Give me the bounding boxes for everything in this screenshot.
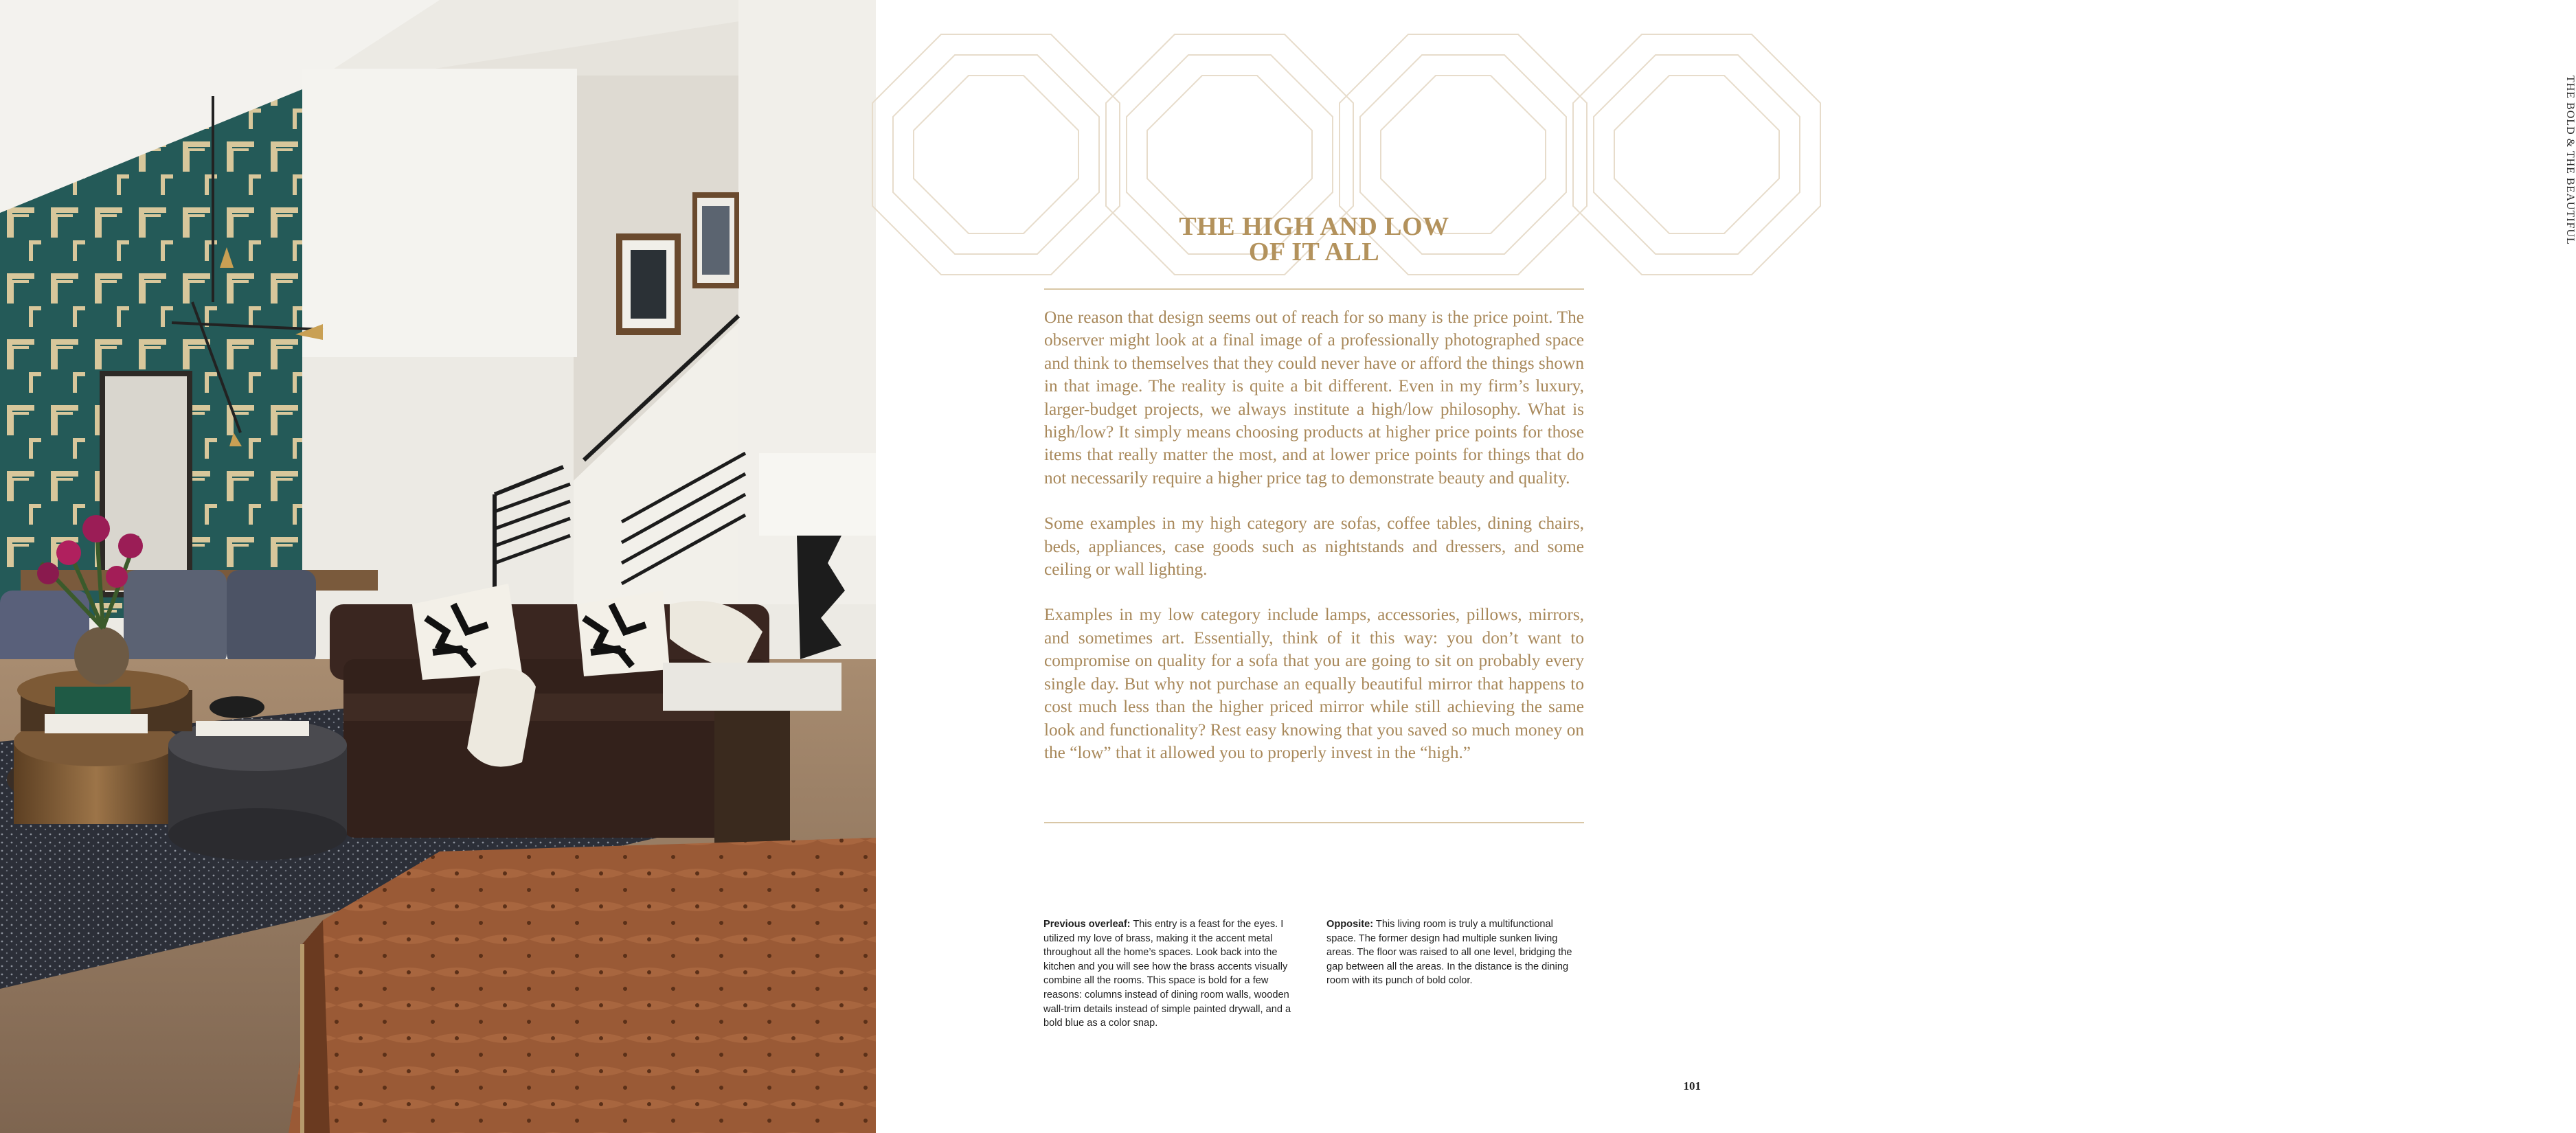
caption-previous-overleaf xyxy=(1043,917,1304,1031)
headline-line-2: OF IT ALL xyxy=(1248,238,1380,266)
headline-line-1: THE HIGH AND LOW xyxy=(1179,212,1449,241)
body-paragraph: Some examples in my high category are sofas, coffee tables, dining chairs, beds, appliances, case goods such as nightstands and dressers, and some ceiling or wall lighting. xyxy=(1044,514,1584,580)
top-rule xyxy=(1044,288,1584,290)
interior-photograph xyxy=(0,0,876,1133)
caption-text: This living room is truly a multifunctional space. The former design had multiple sunken living areas. The floor was raised to all one level, bridging the gap between all the areas. In the distance is the dining room with its punch of bold color. xyxy=(1326,919,1572,987)
body-paragraph: Examples in my low category include lamps, accessories, pillows, mirrors, and sometimes art. Essentially, think of it this way: you don’t want to compromise on quality for a sofa that you are going to sit on probably every single day. But why not purchase an equally beautiful mirror that happens to cost much less than the higher priced mirror while still achieving the same look and functionality? Rest easy knowing that you saved so much money on the “low” that it allowed you to properly invest in the “high.” xyxy=(1044,605,1584,762)
caption-label: Previous overleaf: xyxy=(1043,919,1131,930)
chapter-headline xyxy=(1044,214,1584,265)
caption-text: This entry is a feast for the eyes. I utilized my love of brass, making it the accent metal throughout all the home’s spaces. Look back into the kitchen and you will see how the brass accents visually combine all the rooms. This space is bold for a few reasons: columns instead of dining room walls, wooden wall-trim details instead of simple painted drywall, and a bold blue as a color snap. xyxy=(1043,919,1291,1029)
caption-opposite xyxy=(1326,917,1584,988)
bottom-rule xyxy=(1044,822,1584,823)
body-paragraph: One reason that design seems out of reach for so many is the price point. The observer might look at a final image of a professionally photographed space and think to themselves that they could never have or afford the things shown in that image. The reality is quite a bit different. Even in my firm’s luxury, larger-budget projects, we always institute a high/low philosophy. What is high/low? It simply means choosing products at higher price points for those items that really matter the most, and at lower price points for things that do not necessarily require a higher price tag to demonstrate beauty and quality. xyxy=(1044,308,1584,488)
caption-label: Opposite: xyxy=(1326,919,1374,930)
body-text xyxy=(1044,306,1584,787)
page-number: 101 xyxy=(1683,1079,1701,1092)
running-head: THE BOLD & THE BEAUTIFUL xyxy=(2564,76,2576,245)
